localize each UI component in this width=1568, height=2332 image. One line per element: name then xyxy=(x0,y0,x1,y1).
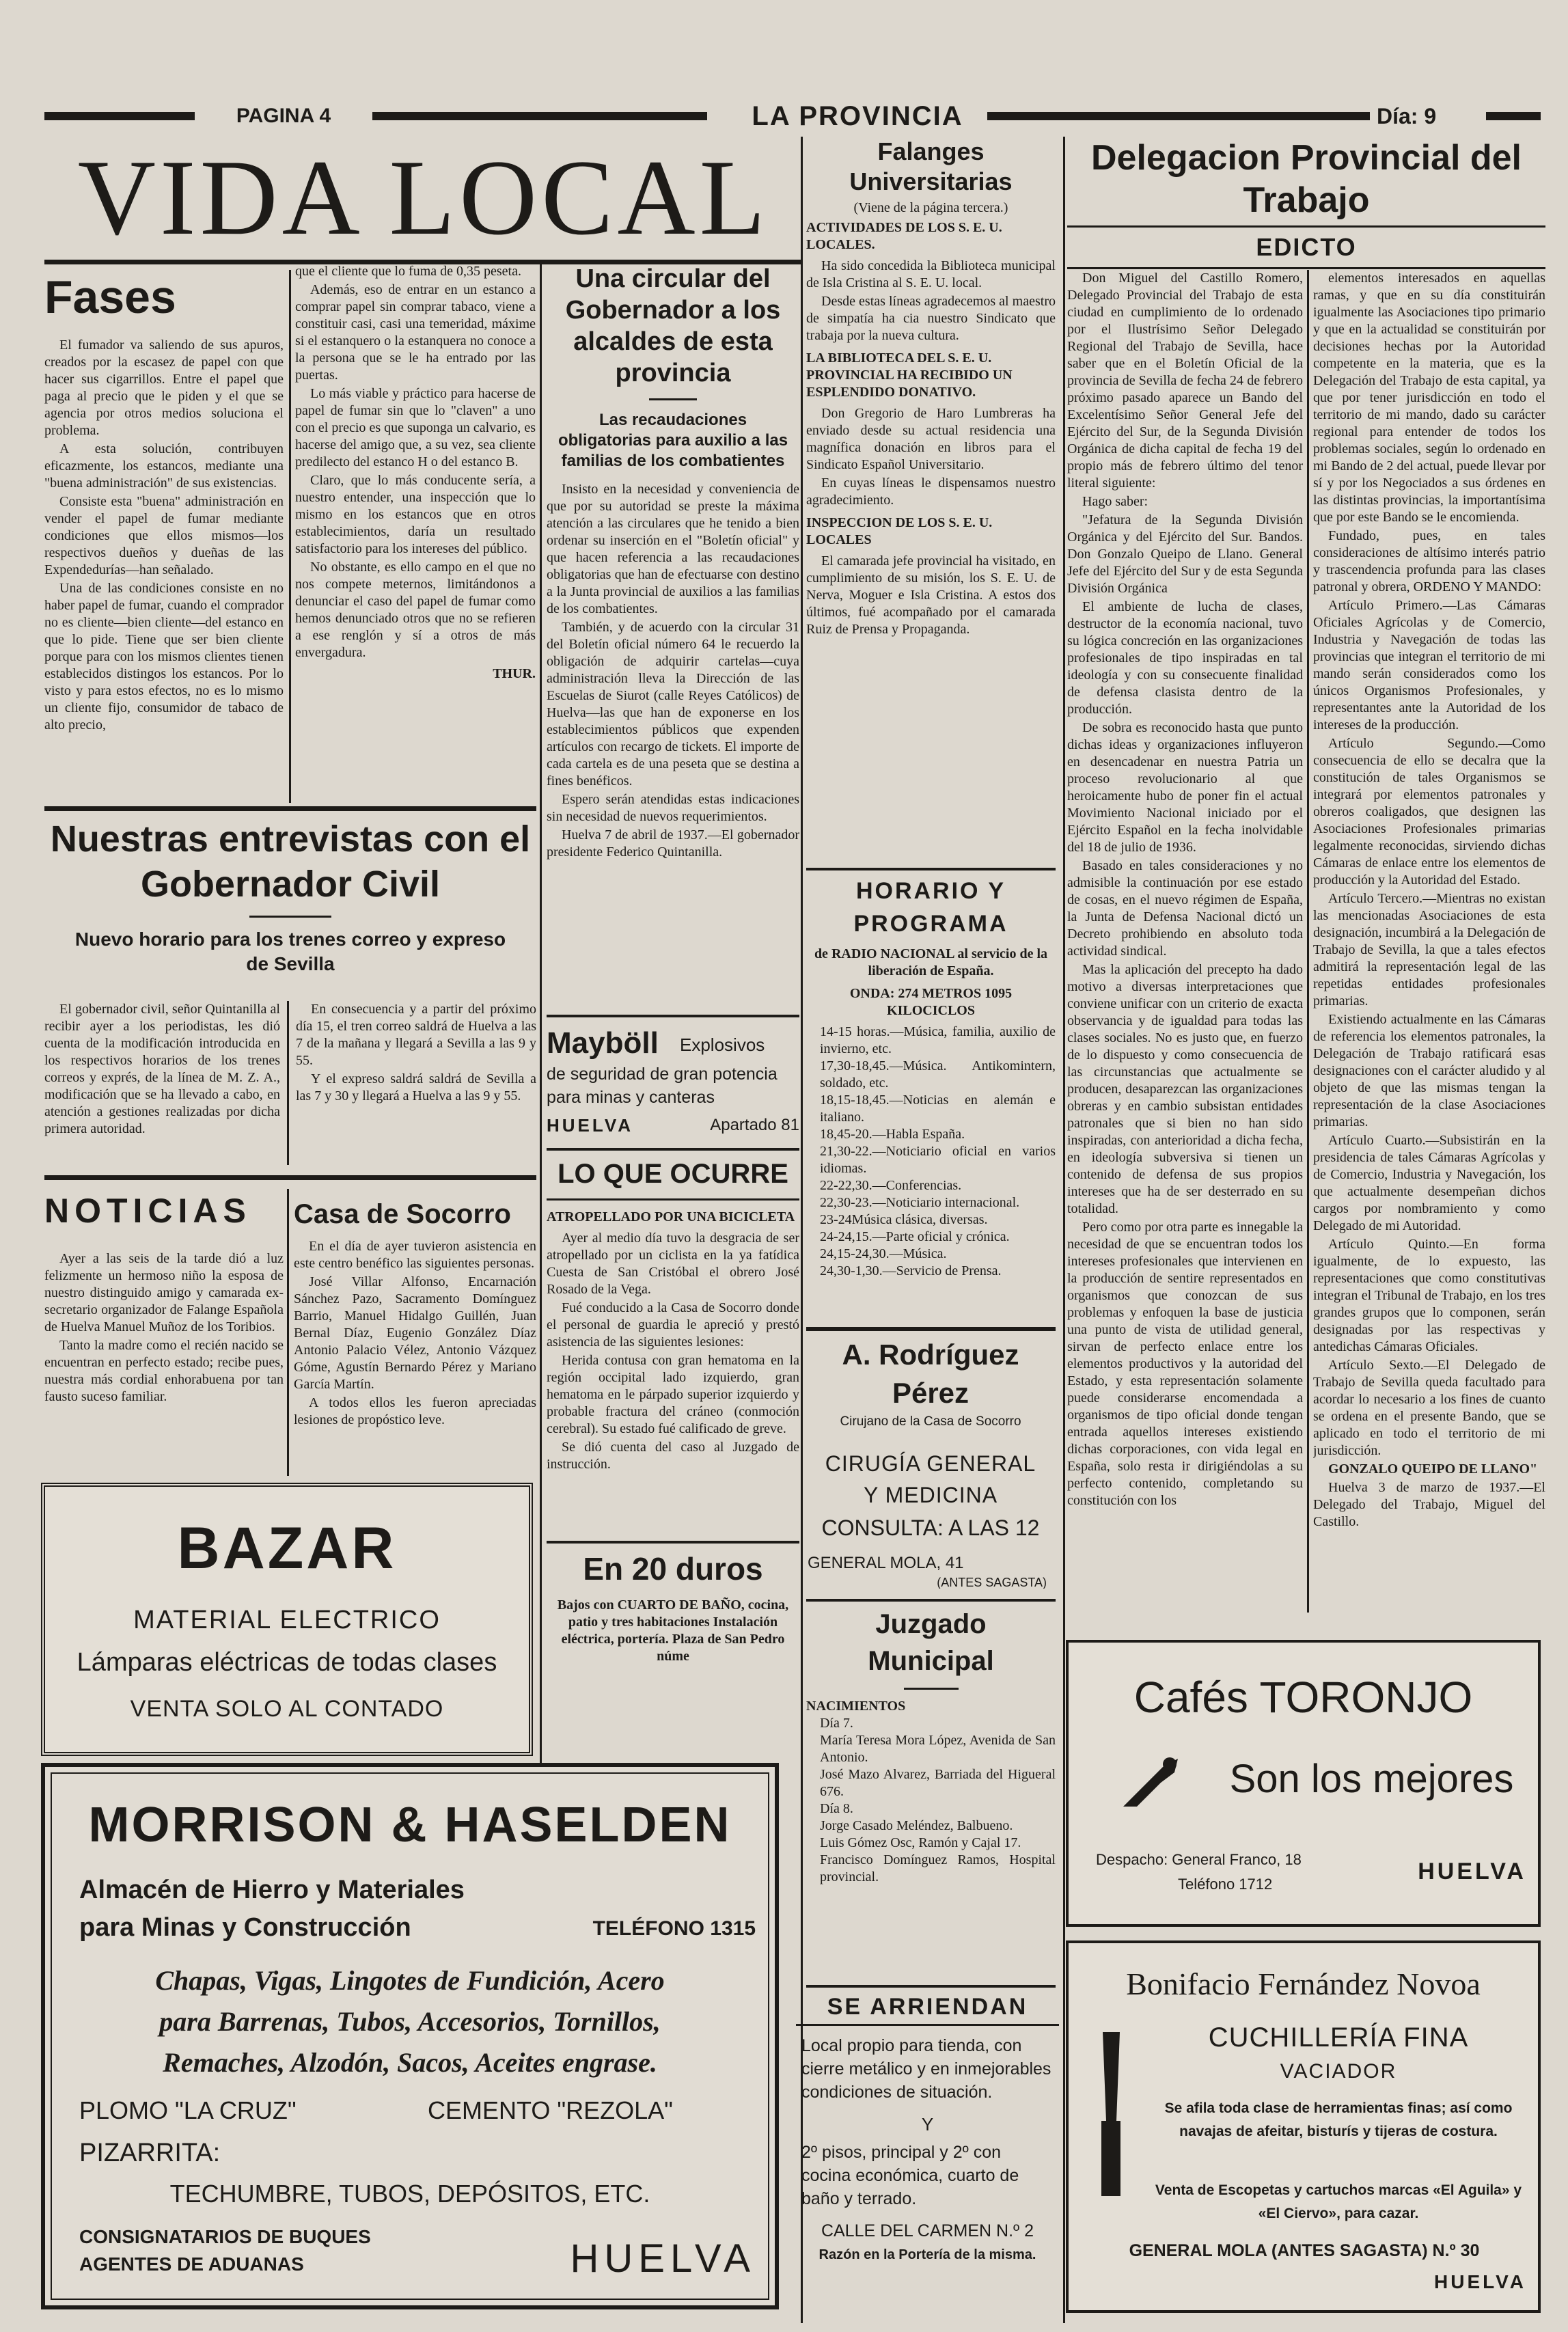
column-rule xyxy=(289,270,291,803)
toronjo-city: HUELVA xyxy=(1418,1858,1526,1884)
delegacion-p: Artículo Cuarto.—Subsistirán en la presidencia de tales Cámaras Agrícolas y de Comercio, Industria y Navegación, los que actualmente desempeñan dichos cargos por nombramiento y como Delegado de mi Autoridad. xyxy=(1313,1133,1545,1233)
veinte-duros-text: Bajos con CUARTO DE BAÑO, cocina, patio y tres habitaciones Instalación eléctrica, portería. Plaza de San Pedro núme xyxy=(557,1597,789,1664)
juzgado-entry: Jorge Casado Meléndez, Balbueno. xyxy=(820,1818,1013,1833)
ocurre-p: Ayer al medio día tuvo la desgracia de ser atropellado por un ciclista en la ya fatídica Cuesta de San Cristóbal el obrero José Rosado de la Vega. xyxy=(547,1231,799,1297)
rule xyxy=(1067,225,1545,228)
delegacion-p: De sobra es reconocido hasta que punto dichas ideas y organizaciones influyeron en desencadenar en nuestra Patria un proceso revolucionario al que heroicamente hubo de poner fin el actual Movimiento Nacional iniciado por el Ejército Español en la fecha inolvidable del 18 de julio de 1936. xyxy=(1067,720,1303,855)
fases-p: Consiste esta "buena" administración en vender el papel de fumar mediante condiciones que ellos mismos—los respectivos dueños y dueñas de las Expendedurías—han señalado. xyxy=(44,494,284,577)
juzgado-entry: Francisco Domínguez Ramos, Hospital provincial. xyxy=(820,1852,1056,1884)
delegacion-col2 xyxy=(1313,270,1545,1613)
rule xyxy=(547,1541,799,1544)
fases-title: Fases xyxy=(44,271,176,323)
rule xyxy=(547,1148,799,1151)
falanges-p: El camarada jefe provincial ha visitado, en cumplimiento de su misión, los S. E. U. de Nerva, Moguer e Isla Cristina. A estos dos últimos, fué acompañado por el camarada Ruiz de Prensa y Propaganda. xyxy=(806,553,1056,637)
falanges-p: Don Gregorio de Haro Lumbreras ha enviado desde su actual residencia una magnífica donación en libros para el Sindicato Español Universitario. xyxy=(806,406,1056,472)
masthead-rule-far xyxy=(1486,112,1541,120)
rodriguez-ad xyxy=(801,1336,1060,1589)
arriendan-address: CALLE DEL CARMEN N.º 2 xyxy=(821,2221,1034,2240)
entrevistas-article xyxy=(44,817,536,1172)
morrison-ad xyxy=(41,1763,779,2309)
bazar-line2: Lámparas eléctricas de todas clases xyxy=(77,1648,497,1677)
falanges-article xyxy=(806,137,1056,854)
horario-item: 14-15 horas.—Música, familia, auxilio de invierno, etc. xyxy=(820,1024,1056,1056)
rule xyxy=(806,1599,1056,1602)
delegacion-p: Artículo Primero.—Las Cámaras Oficiales Agrícolas y de Comercio, Industria y Navegación de todas las provincias que integran el territorio de mi mando serán considerados como los únicos Organismos Profesionales, y representantes ante la Autoridad de los intereses de la producción. xyxy=(1313,598,1545,732)
circular-body xyxy=(547,481,799,861)
horario-item: 22,30-23.—Noticiario internacional. xyxy=(820,1195,1020,1210)
rule xyxy=(44,1175,536,1180)
circular-subtitle: Las recaudaciones obligatorias para auxilio a las familias de los combatientes xyxy=(558,411,788,470)
juzgado-entry: José Mazo Alvarez, Barriada del Higueral 676. xyxy=(820,1767,1056,1799)
delegacion-p: "Jefatura de la Segunda División Orgánica y del Ejército del Sur. Bandos. Don Gonzalo Queipo de Llano. General Jefe del Ejército del Sur y de esta Segunda División Orgánica xyxy=(1067,512,1303,596)
entrevistas-subtitle: Nuevo horario para los trenes correo y expreso de Sevilla xyxy=(74,929,506,974)
fases-article xyxy=(44,270,284,803)
day-label: Día: 9 xyxy=(1377,104,1437,128)
morrison-line2: para Minas y Construcción xyxy=(79,1913,411,1942)
fases-p: Una de las condiciones consiste en no haber papel de fumar, cuando el comprador no es cliente—bien cliente—del estanco en que lo pide. Tiene que ser bien cliente porque para con los mismos clientes tienen establecidos distingos los estancos. Por lo visto y para estos efectos, no es lo mismo un cliente fijo, consumidor de tabaco de alto precio, xyxy=(44,581,284,732)
falanges-heading: ACTIVIDADES DE LOS S. E. U. LOCALES. xyxy=(806,220,1002,252)
socorro-article xyxy=(294,1196,536,1476)
circular-p: Huelva 7 de abril de 1937.—El gobernador presidente Federico Quintanilla. xyxy=(547,827,799,860)
fases-p: No obstante, es ello campo en el que no nos compete meternos, limitándonos a denunciar el caso del papel de fumar como hemos denunciado otros que no se refieren a ese renglón y sí a otros de más envergadura. xyxy=(295,560,536,660)
rodriguez-role: Cirujano de la Casa de Socorro xyxy=(840,1414,1021,1429)
noticias-article xyxy=(44,1189,284,1483)
column-rule xyxy=(287,1189,289,1476)
bonifacio-trade2: VACIADOR xyxy=(1280,2060,1397,2083)
arriendan-y: Y xyxy=(921,2114,934,2135)
rodriguez-name: A. Rodríguez Pérez xyxy=(842,1339,1019,1409)
horario-item: 24-24,15.—Parte oficial y crónica. xyxy=(820,1229,1010,1244)
arriendan-p1: Local propio para tienda, con cierre metálico y en inmejorables condiciones de situación. xyxy=(801,2036,1051,2102)
delegacion-p: Pero como por otra parte es innegable la necesidad de que se encuentran todos los intereses profesionales que intervienen en la producción de sentire representados en organismos que conozcan de sus problemas y enfoquen la base de justicia una punto de vista de utilidad general, sirvan de perfecto enlace entre los elementos productivos y la autoridad del Estado, y esta representación solamente puede considerarse encomendada a organismos de tipo oficial donde tengan entrada aquellos intereses existiendo dichas corporaciones, con vida legal en España, solo resta ir dirigiéndolas a su perfecto contenido, completando su constitución con los xyxy=(1067,1220,1303,1508)
maybolt-ad xyxy=(547,1021,799,1141)
delegacion-p: Artículo Segundo.—Como consecuencia de ello se decalra que la constitución de tales Organismos se integrará por elementos patronales y obreros coaligados, que designen las Asociaciones Profesionales primarias legalmente reconocidas, sirviendo dichas Cámaras de enlace entre los elementos de producción y la Autoridad del Estado. xyxy=(1313,736,1545,888)
bazar-line1: MATERIAL ELECTRICO xyxy=(133,1606,441,1634)
morrison-plomo: PLOMO "LA CRUZ" xyxy=(79,2096,297,2124)
bonifacio-p2: Venta de Escopetas y cartuchos marcas «El Aguila» y «El Ciervo», para cazar. xyxy=(1155,2182,1522,2221)
rodriguez-spec2: Y MEDICINA xyxy=(863,1483,998,1507)
bazar-line3: VENTA SOLO AL CONTADO xyxy=(130,1696,444,1722)
horario-item: 17,30-18,45.—Música. Antikomintern, soldado, etc. xyxy=(820,1058,1056,1090)
juzgado-entry: Luis Gómez Osc, Ramón y Cajal 17. xyxy=(820,1835,1021,1850)
arriendan-note: Razón en la Portería de la misma. xyxy=(819,2247,1036,2262)
socorro-p: A todos ellos les fueron apreciadas lesiones de propóstico leve. xyxy=(294,1395,536,1427)
ocurre-p: Se dió cuenta del caso al Juzgado de instrucción. xyxy=(547,1440,799,1472)
masthead-rule-right xyxy=(987,112,1370,120)
fases-p: A esta solución, contribuyen eficazmente, los estancos, mediante una "buena administración" de sus existencias. xyxy=(44,441,284,491)
delegacion-signature: GONZALO QUEIPO DE LLANO" xyxy=(1328,1462,1538,1477)
entrevistas-p: El gobernador civil, señor Quintanilla al recibir ayer a los periodistas, les dió cuenta de la modificación introducida en los respectivos horarios de los trenes correos y exprés, de la línea de M. Z. A., modificación que se ha llevado a cabo, en atención a gestiones realizadas por dicha primera autoridad. xyxy=(44,1002,280,1136)
veinte-duros-ad xyxy=(547,1548,799,1766)
arriendan-ad xyxy=(796,1990,1059,2324)
delegacion-p: Basado en tales consideraciones y no admisible la continuación por ese estado de cosas, en el nuevo régimen de España, la Junta de Defensa Nacional dictó un Decreto prohibiendo en absoluto toda actividad sindical. xyxy=(1067,858,1303,959)
veinte-duros-title: En 20 duros xyxy=(583,1551,763,1587)
delegacion-article xyxy=(1067,137,1545,1616)
fases-p: que el cliente que lo fuma de 0,35 peseta. xyxy=(295,264,521,279)
ocurre-p: Fué conducido a la Casa de Socorro donde el personal de guardia le apreció y prestó asistencia de las siguientes lesiones: xyxy=(547,1300,799,1349)
horario-item: 22-22,30.—Conferencias. xyxy=(820,1178,962,1193)
circular-p: También, y de acuerdo con la circular 31 del Boletín oficial número 64 le recuerdo la obligación de adquirir cartelas—cuya administración lleva la Dirección de las Escuelas de Siurot (calle Reyes Católicos) de Huelva—las que han de exponerse en los establecimientos públicos que expenden artículos con recargo de tickets. El importe de cada cartela es de una peseta que se destina a fines benéficos. xyxy=(547,620,799,788)
rule xyxy=(44,806,536,811)
rule xyxy=(806,868,1056,870)
arriendan-title: SE ARRIENDAN xyxy=(796,1990,1059,2026)
rule xyxy=(649,398,697,400)
juzgado-title: Juzgado Municipal xyxy=(868,1609,994,1676)
horario-article xyxy=(806,875,1056,1319)
maybolt-line2: de seguridad de gran potencia para minas y canteras xyxy=(547,1065,778,1107)
falanges-heading: LA BIBLIOTECA DEL S. E. U. PROVINCIAL HA RECIBIDO UN ESPLENDIDO DONATIVO. xyxy=(806,351,1013,400)
toronjo-ad xyxy=(1066,1640,1541,1927)
rule xyxy=(249,916,331,918)
bonifacio-city: HUELVA xyxy=(1434,2271,1526,2292)
bonifacio-address: GENERAL MOLA (ANTES SAGASTA) N.º 30 xyxy=(1129,2241,1480,2260)
horario-title: HORARIO Y PROGRAMA xyxy=(853,878,1008,937)
rodriguez-spec1: CIRUGÍA GENERAL xyxy=(825,1451,1036,1476)
fases-body-a xyxy=(44,337,284,734)
toronjo-slogan: Son los mejores xyxy=(1229,1757,1514,1801)
delegacion-p: El ambiente de lucha de clases, destructor de la economía nacional, tuvo su lógica concreción en las organizaciones profesionales de tipo inspiradas en tal ideología y con su consecuente finalidad de defensa clasista dentro de la producción. xyxy=(1067,599,1303,717)
coffee-pot-icon xyxy=(1110,1738,1192,1820)
column-rule xyxy=(1063,137,1065,2323)
column-rule xyxy=(287,1001,289,1165)
morrison-script1: Chapas, Vigas, Lingotes de Fundición, Acero xyxy=(155,1965,665,1996)
rule xyxy=(904,1688,959,1690)
noticias-title: NOTICIAS xyxy=(44,1192,251,1230)
morrison-consig1: CONSIGNATARIOS DE BUQUES xyxy=(79,2226,371,2247)
entrevistas-p: En consecuencia y a partir del próximo día 15, el tren correo saldrá de Huelva a las 7 de la mañana y llegará a Sevilla a las 9 y 55. xyxy=(296,1002,536,1068)
toronjo-phone: Teléfono 1712 xyxy=(1178,1876,1273,1893)
circular-p: Insisto en la necesidad y conveniencia de que por su autoridad se preste la máxima atención a las circulares que he tenido a bien ordenar su inserción en el "Boletín oficial" y que hacen referencia a las recaudaciones obligatorias que han de efectuarse con destino a la Junta provincial de auxilios a las familias de los combatientes. xyxy=(547,482,799,616)
entrevistas-title: Nuestras entrevistas con el Gobernador Civil xyxy=(50,819,531,905)
bonifacio-p1: Se afila toda clase de herramientas finas; así como navajas de afeitar, bisturís y tijeras de costura. xyxy=(1164,2100,1513,2139)
delegacion-p: Mas la aplicación del precepto ha dado motivo a diversas interpretaciones que conviene unificar con un criterio de exacta observancia y de igualdad para todas las clases sociales. No es justo que, en fuerzo de lo dispuesto y como consecuencia de las circunstancias que actualmente se producen, desaparezcan las organizaciones obreras y en cambio subsistan entidades patronales que si bien no han sido inspiradas, con anterioridad a dicha fecha, en ideología subversiva si tienen un contenido de defensa de sus propios intereses que ha de ser desterrado en su totalidad. xyxy=(1067,962,1303,1216)
column-rule xyxy=(1307,270,1309,1613)
maybolt-line1: Explosivos xyxy=(680,1034,765,1055)
ocurre-subtitle: ATROPELLADO POR UNA BICICLETA xyxy=(547,1209,795,1224)
juzgado-entry: Día 8. xyxy=(820,1801,853,1816)
delegacion-p: Artículo Quinto.—En forma igualmente, de lo expuesto, las representaciones que como constitutivas integran el Tribunal de Trabajo, en los tres grandes grupos que lo componen, serán designadas por las respectivas y antedichas Cámaras Oficiales. xyxy=(1313,1237,1545,1354)
juzgado-list xyxy=(806,1715,1056,1886)
fases-p: Claro, que lo más conducente sería, a nuestro entender, una inspección que lo mismo en los estancos que en otros establecimientos, daría un resultado satisfactorio para los intereses del público. xyxy=(295,473,536,556)
juzgado-article xyxy=(806,1606,1056,1988)
delegacion-p: Fundado, pues, en tales consideraciones de altísimo interés patrio y trascendencia profunda para las clases patronal y obrera, ORDENO Y MANDO: xyxy=(1313,528,1545,594)
delegacion-p: Don Miguel del Castillo Romero, Delegado Provincial del Trabajo de esta ciudad en cumplimiento de lo ordenado por el Ilustrísimo Señor Delegado Regional del Trabajo de Sevilla, hace saber que en el Boletín Oficial de la provincia de Sevilla de fecha 24 de febrero próximo pasado aparece un Bando del Excelentísimo Señor General Jefe del Ejército del Sur, de la Segunda División Orgánica de dicha capital de fecha 19 del propio más de febrero último del tenor literal siguiente: xyxy=(1067,271,1303,491)
bonifacio-ad xyxy=(1066,1940,1541,2313)
horario-item: 18,45-20.—Habla España. xyxy=(820,1127,965,1142)
rodriguez-address: GENERAL MOLA, 41 xyxy=(808,1554,964,1572)
juzgado-heading: NACIMIENTOS xyxy=(806,1699,906,1714)
morrison-script3: Remaches, Alzodón, Sacos, Aceites engrase. xyxy=(163,2047,657,2078)
horario-onda: ONDA: 274 METROS 1095 KILOCICLOS xyxy=(849,986,1013,1018)
newspaper-name: LA PROVINCIA xyxy=(752,101,963,131)
rodriguez-address-note: (ANTES SAGASTA) xyxy=(937,1576,1047,1589)
section-title: VIDA LOCAL xyxy=(77,138,770,258)
delegacion-title: Delegacion Provincial del Trabajo xyxy=(1091,138,1522,220)
column-rule xyxy=(540,263,542,1766)
delegacion-p: elementos interesados en aquellas ramas, y que en su día constituirán igualmente las Asociaciones tipo primario y que en la actualidad se constituirán por decisiones hechas por la Autoridad competente en la materia, que es la Delegación del Trabajo de esta capital, ya que por tener jurisdicción en todo el territorio de mi mando, dado su carácter regional para entender de todos los problemas sociales, según lo ordenado en mi Bando de 2 del actual, puede llevar por sí y por los Negociados a sus órdenes en las distintas provincias, la importantísima que por este Bando se le encomienda. xyxy=(1313,271,1545,525)
morrison-phone: TELÉFONO 1315 xyxy=(592,1917,756,1940)
entrevistas-col1 xyxy=(44,1001,280,1165)
fases-signature: THUR. xyxy=(493,666,536,681)
socorro-p: En el día de ayer tuvieron asistencia en este centro benéfico las siguientes personas. xyxy=(294,1239,536,1271)
delegacion-p: Hago saber: xyxy=(1082,494,1149,509)
falanges-heading: INSPECCION DE LOS S. E. U. LOCALES xyxy=(806,515,993,547)
juzgado-entry: María Teresa Mora López, Avenida de San Antonio. xyxy=(820,1733,1056,1765)
circular-title: Una circular del Gobernador a los alcaldes de esta provincia xyxy=(565,264,781,387)
morrison-cemento: CEMENTO "REZOLA" xyxy=(428,2096,673,2124)
circular-article xyxy=(547,263,799,987)
masthead-rule-left xyxy=(44,112,707,120)
maybolt-box: Apartado 81 xyxy=(710,1116,799,1134)
delegacion-p: Artículo Tercero.—Mientras no existan las mencionadas Asociaciones de esta designación, incumbirá a la Delegación de Trabajo de Sevilla, la que a tales efectos admitirá la representación legal de las repetidas entidades profesionales primarias. xyxy=(1313,891,1545,1009)
rule xyxy=(547,1015,799,1017)
maybolt-city: HUELVA xyxy=(547,1115,634,1136)
delegacion-p: Existiendo actualmente en las Cámaras de referencia los elementos patronales, la Delegación de Trabajo ratificará esas designaciones con el carácter aludido y al objeto de que las mismas tengan la representación de la clase Asociaciones primarias. xyxy=(1313,1012,1545,1129)
delegacion-subtitle: EDICTO xyxy=(1256,233,1357,261)
socorro-body xyxy=(294,1238,536,1429)
circular-p: Espero serán atendidas estas indicaciones sin necesidad de nuevos requerimientos. xyxy=(547,792,799,824)
masthead xyxy=(44,96,1541,137)
falanges-title: Falanges Universitarias xyxy=(849,137,1013,195)
falanges-body xyxy=(806,553,1056,638)
toronjo-address: Despacho: General Franco, 18 xyxy=(1096,1851,1302,1868)
socorro-title: Casa de Socorro xyxy=(294,1199,511,1229)
delegacion-col1 xyxy=(1067,270,1303,1613)
rule xyxy=(1067,267,1545,269)
fases-body-b xyxy=(295,263,536,799)
morrison-script2: para Barrenas, Tubos, Accesorios, Tornillos, xyxy=(159,2006,661,2037)
page-label: PAGINA 4 xyxy=(195,101,372,131)
falanges-p: En cuyas líneas le dispensamos nuestro agradecimiento. xyxy=(806,476,1056,508)
horario-item: 23-24Música clásica, diversas. xyxy=(820,1212,988,1227)
horario-item: 24,30-1,30.—Servicio de Prensa. xyxy=(820,1263,1002,1278)
ocurre-title: LO QUE OCURRE xyxy=(558,1159,788,1189)
knife-icon xyxy=(1082,2025,1137,2203)
morrison-consig2: AGENTES DE ADUANAS xyxy=(79,2253,304,2275)
noticias-p: Tanto la madre como el recién nacido se encuentran en perfecto estado; recibe pues, nuestra más cordial enhorabuena por tan fausto suceso familiar. xyxy=(44,1338,284,1404)
bazar-name: BAZAR xyxy=(177,1515,397,1581)
horario-intro: de RADIO NACIONAL al servicio de la liberación de España. xyxy=(814,946,1048,978)
horario-item: 21,30-22.—Noticiario oficial en varios idiomas. xyxy=(820,1144,1056,1176)
fases-p: El fumador va saliendo de sus apuros, creados por la escasez de papel con que hacer sus cigarrillos. Entre el papel que paga al precio que le piden y el que se agencia por otros medios soluciona el problema. xyxy=(44,338,284,438)
rule xyxy=(806,1985,1056,1988)
ocurre-article xyxy=(547,1156,799,1535)
noticias-p: Ayer a las seis de la tarde dió a luz felizmente un hermoso niño la esposa de nuestro distinguido amigo y camarada ex-secretario organizador de Falange Española de Huelva Manuel Muñoz de los Toribios. xyxy=(44,1251,284,1334)
morrison-pizarrita: PIZARRITA: xyxy=(79,2139,221,2167)
morrison-line1: Almacén de Hierro y Materiales xyxy=(79,1876,465,1904)
toronjo-brand: Cafés TORONJO xyxy=(1133,1673,1473,1722)
horario-item: 24,15-24,30.—Música. xyxy=(820,1246,947,1261)
delegacion-p: Artículo Sexto.—El Delegado de Trabajo de Sevilla queda facultado para acordar lo necesario a los fines de cuanto se ordena en el presente Bando, que se aplicado en todo el territorio de mi jurisdicción. xyxy=(1313,1358,1545,1458)
juzgado-entry: Día 7. xyxy=(820,1716,853,1731)
bonifacio-name: Bonifacio Fernández Novoa xyxy=(1126,1966,1481,2001)
fases-p: Lo más viable y práctico para hacerse de papel de fumar sin que lo "claven" a uno con el precio es que suponga un calvario, es hacerse del amigo que, a su vez, sea cliente predilecto del estanco H o del estanco B. xyxy=(295,386,536,469)
falanges-p: Desde estas líneas agradecemos al maestro de simpatía ha cia nuestro Sindicato que trabaja por la nueva cultura. xyxy=(806,294,1056,343)
delegacion-p: Huelva 3 de marzo de 1937.—El Delegado del Trabajo, Miguel del Castillo. xyxy=(1313,1480,1545,1529)
horario-list xyxy=(806,1024,1056,1280)
ocurre-body xyxy=(547,1230,799,1473)
rule xyxy=(547,1198,799,1201)
rule xyxy=(806,1327,1056,1331)
horario-item: 18,15-18,45.—Noticias en alemán e italiano. xyxy=(820,1093,1056,1125)
arriendan-p2: 2º pisos, principal y 2º con cocina económica, cuarto de baño y terrado. xyxy=(801,2143,1019,2208)
fases-p: Además, eso de entrar en un estanco a comprar papel sin comprar tabaco, viene a constituir casi, casi una temeridad, máxime si el estanquero o la estanquera no conoce a la persona que se le ha entrado por las puertas. xyxy=(295,282,536,383)
bonifacio-trade: CUCHILLERÍA FINA xyxy=(1208,2022,1469,2053)
socorro-p: José Villar Alfonso, Encarnación Sánchez Pazo, Sacramento Domínguez Barrio, Manuel Hidalgo Guillén, Juan Bernal Díaz, Eugenio González Díaz Antonio Palacio Vélez, Antonio Vázquez Góme, Agustín Bernardo Pérez y Mariano García Martín. xyxy=(294,1274,536,1392)
entrevistas-p: Y el expreso saldrá saldrá de Sevilla a las 7 y 30 y llegará a Huelva a las 9 y 55. xyxy=(296,1071,536,1103)
bazar-ad xyxy=(41,1483,533,1756)
falanges-p: Ha sido concedida la Biblioteca municipal de Isla Cristina al S. E. U. local. xyxy=(806,258,1056,290)
maybolt-brand: Mayböll xyxy=(547,1026,659,1060)
ocurre-p: Herida contusa con gran hematoma en la región occipital lado izquierdo, gran hematoma en le párpado superior izquierdo y probable fractura del cráneo (conmoción cerebral). Su estado fué calificado de greve. xyxy=(547,1353,799,1436)
falanges-body xyxy=(806,258,1056,344)
morrison-techumbre: TECHUMBRE, TUBOS, DEPÓSITOS, ETC. xyxy=(169,2180,650,2208)
noticias-body xyxy=(44,1250,284,1405)
falanges-body xyxy=(806,405,1056,509)
morrison-city: HUELVA xyxy=(570,2236,756,2281)
morrison-name: MORRISON & HASELDEN xyxy=(88,1798,732,1852)
rodriguez-consulta: CONSULTA: A LAS 12 xyxy=(821,1515,1040,1540)
entrevistas-col2 xyxy=(296,1001,536,1165)
falanges-note: (Viene de la página tercera.) xyxy=(853,200,1008,215)
